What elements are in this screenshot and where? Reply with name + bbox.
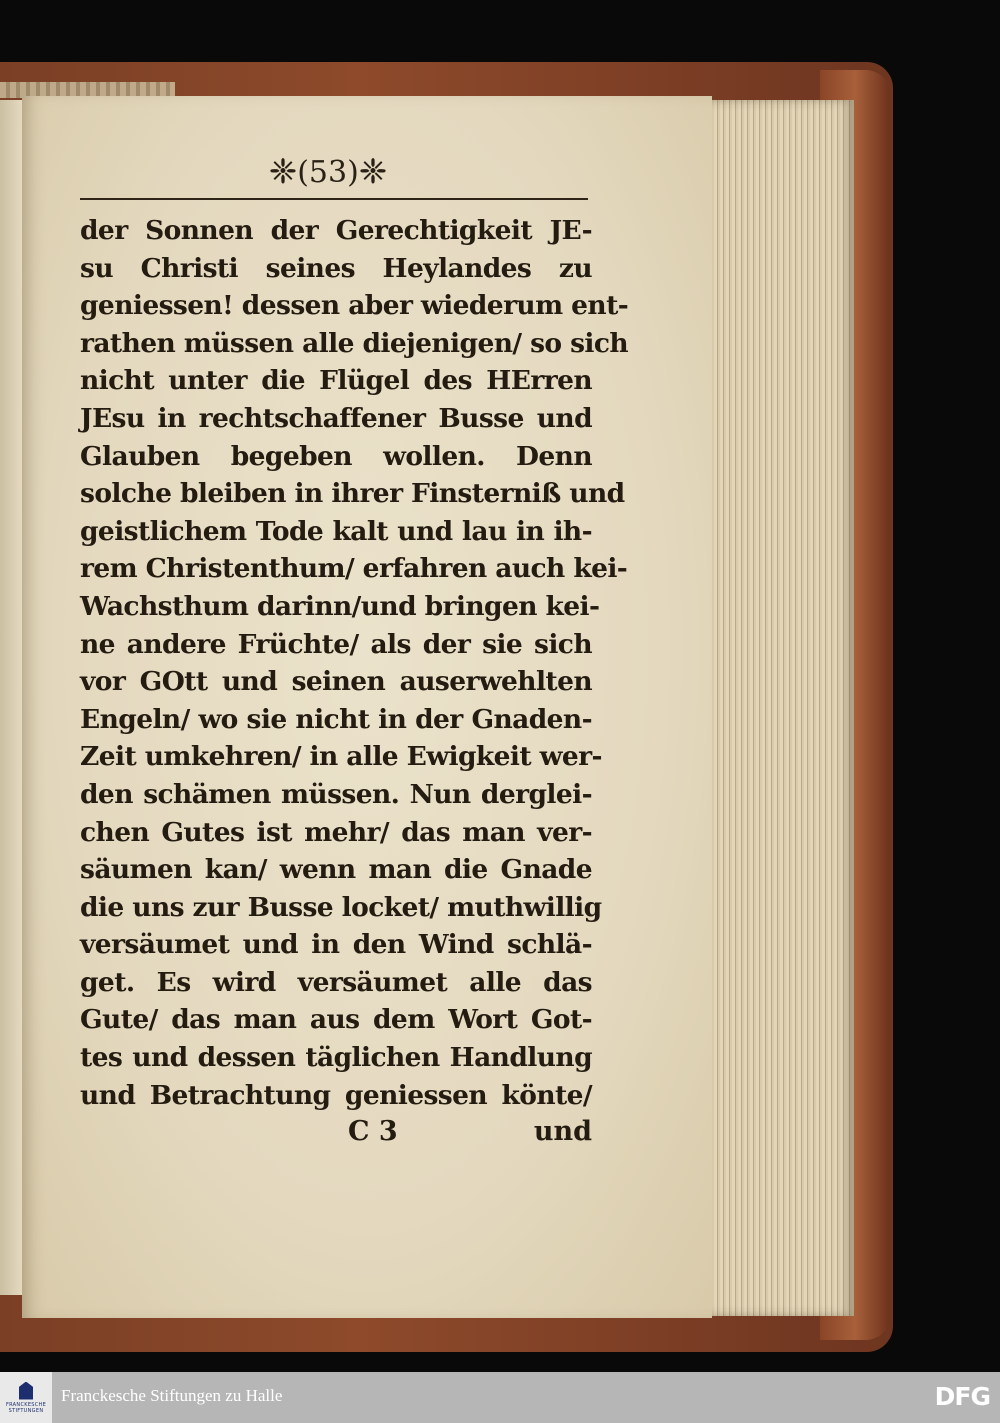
text-line: rem Christenthum/ erfahren auch kei- xyxy=(80,553,628,585)
text-line: Engeln/ wo sie nicht in der Gnaden- xyxy=(80,703,592,735)
text-line: tes und dessen täglichen Handlung xyxy=(80,1042,592,1074)
text-line: säumen kan/ wenn man die Gnade xyxy=(80,854,592,886)
text-line: rathen müssen alle diejenigen/ so sich xyxy=(80,327,629,359)
text-line: su Christi seines Heylandes zu xyxy=(80,252,592,284)
text-line: die uns zur Busse locket/ muthwillig xyxy=(80,891,602,923)
ornament-right-icon: ❈ xyxy=(358,152,388,192)
body-text xyxy=(80,212,629,1114)
signature-mark: C 3 xyxy=(348,1116,398,1147)
page-edges xyxy=(708,100,854,1316)
text-line: chen Gutes ist mehr/ das man ver- xyxy=(80,816,592,848)
text-line: vor GOtt und seinen auserwehlten xyxy=(80,666,592,698)
left-page-edge xyxy=(0,100,24,1295)
text-line: JEsu in rechtschaffener Busse und xyxy=(80,402,592,434)
text-line: solche bleiben in ihrer Finsterniß und xyxy=(80,478,625,510)
text-line: den schämen müssen. Nun derglei- xyxy=(80,778,592,810)
ornament-left-icon: ❈ xyxy=(268,152,298,192)
text-line: Wachsthum darinn/und bringen kei- xyxy=(80,590,600,622)
page-number: (53) xyxy=(297,154,359,190)
text-line: Glauben begeben wollen. Denn xyxy=(80,440,592,472)
text-line: und Betrachtung geniessen könte/ xyxy=(80,1079,592,1111)
text-line: der Sonnen der Gerechtigkeit JE- xyxy=(80,215,592,246)
text-line: Gute/ das man aus dem Wort Got- xyxy=(80,1004,592,1036)
building-icon xyxy=(19,1382,33,1400)
institution-logo[interactable] xyxy=(0,1372,52,1423)
header-rule xyxy=(80,198,588,200)
dfg-logo[interactable]: DFG xyxy=(934,1382,990,1411)
text-line: versäumet und in den Wind schlä- xyxy=(80,929,592,961)
institution-name[interactable]: Franckesche Stiftungen zu Halle xyxy=(61,1386,283,1405)
footer-bar xyxy=(0,1372,1000,1423)
text-line: get. Es wird versäumet alle das xyxy=(80,966,592,998)
text-line: nicht unter die Flügel des HErren xyxy=(80,365,592,397)
text-line: geistlichem Tode kalt und lau in ih- xyxy=(80,515,592,547)
text-line: ne andere Früchte/ als der sie sich xyxy=(80,628,592,660)
page-footer-line xyxy=(80,1116,592,1156)
page-header xyxy=(238,150,418,194)
catchword: und xyxy=(533,1116,592,1147)
text-line: Zeit umkehren/ in alle Ewigkeit wer- xyxy=(80,741,602,773)
logo-text: FRANCKESCHE STIFTUNGEN xyxy=(5,1401,47,1414)
text-line: geniessen! dessen aber wiederum ent- xyxy=(80,290,629,322)
